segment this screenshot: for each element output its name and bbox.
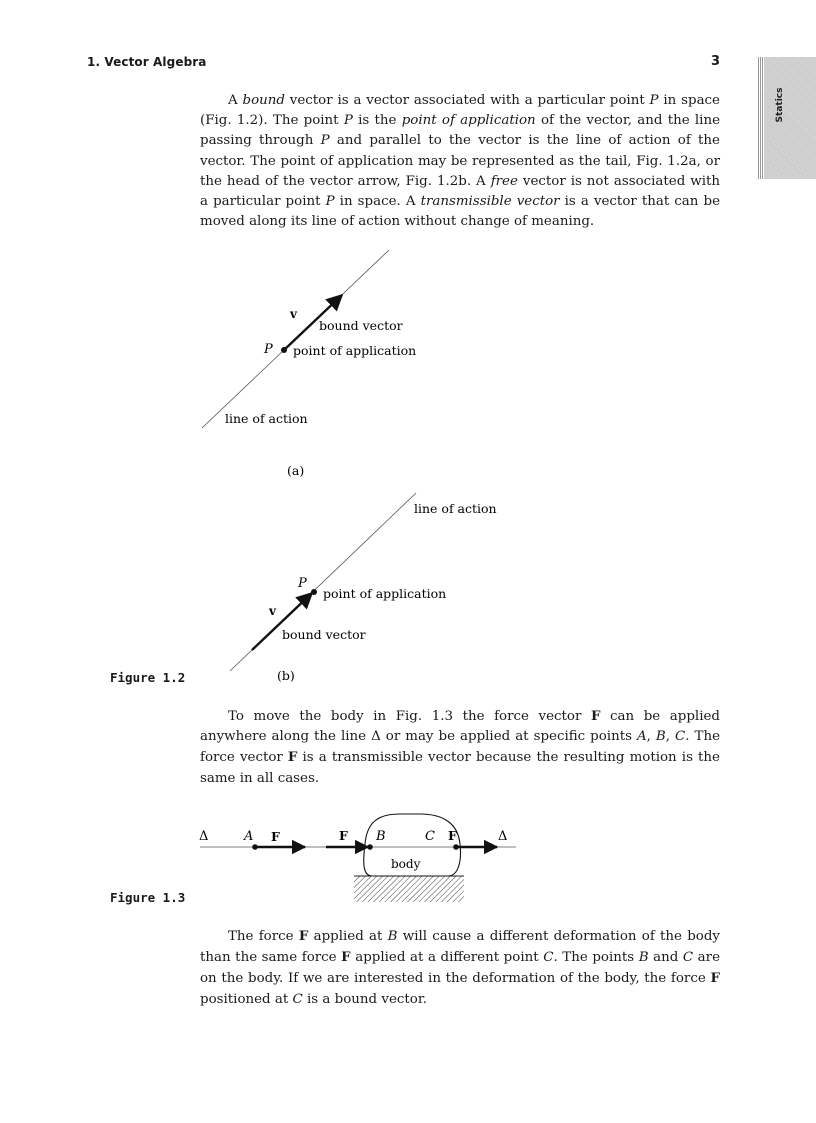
- fig-1-2b-line-of-action-label: line of action: [414, 501, 497, 516]
- fig-1-3-point-C: [453, 844, 459, 850]
- fig-1-3-A-label: A: [244, 829, 254, 844]
- fig-1-2b-point-of-application-label: point of application: [323, 586, 447, 601]
- fig-1-3-ground: [354, 876, 464, 902]
- fig-1-2a-line-of-action-label: line of action: [225, 411, 308, 426]
- fig-1-2b-bound-vector-label: bound vector: [282, 627, 366, 642]
- fig-1-3-delta-left: Δ: [199, 829, 209, 844]
- fig-1-3-F3-label: F: [448, 828, 457, 843]
- paragraph-deformation: The force F applied at B will cause a different deformation of the body than the same force F applied at a different point C. The points B and C are on the body. If we are interested in the deformation of the body, the force F positioned at C is a bound vector.: [200, 928, 720, 1007]
- fig-1-2a-caption: (a): [287, 463, 305, 478]
- fig-1-3-point-A: [252, 844, 258, 850]
- fig-1-3-F2-label: F: [339, 828, 348, 843]
- fig-1-2a-P-label: P: [264, 342, 273, 357]
- side-tab-label: Statics: [775, 87, 785, 123]
- fig-1-2a-v-label: v: [290, 307, 297, 321]
- fig-1-2b-v-label: v: [269, 604, 276, 618]
- fig-1-3-point-B: [367, 844, 373, 850]
- fig-1-2a-bound-vector-label: bound vector: [319, 318, 403, 333]
- fig-1-3-delta-right: Δ: [498, 829, 508, 844]
- fig-1-2a-point-P: [281, 347, 287, 353]
- fig-1-2b-caption: (b): [277, 668, 295, 683]
- fig-1-2b-P-label: P: [298, 576, 307, 591]
- figure-1-3-label: Figure 1.3: [110, 890, 186, 905]
- running-header-chapter: 1. Vector Algebra: [87, 55, 207, 69]
- fig-1-3-body-label: body: [391, 857, 421, 871]
- page-number: 3: [710, 54, 720, 69]
- figure-1-2-label: Figure 1.2: [110, 670, 186, 685]
- paragraph-transmissible-vector: To move the body in Fig. 1.3 the force vector F can be applied anywhere along the line Δ or may be applied at specific points A, B, C. The force vector F is a transmissible vector because the resulting motion is the same in all cases.: [200, 708, 721, 786]
- fig-1-3-B-label: B: [376, 829, 386, 844]
- paragraph-bound-vector: A bound vector is a vector associated with a particular point P in space (Fig. 1.2). The point P is the point of application of the vector, and the line passing through P and parallel to the vector is the line of action of the vector. The point of application may be represented as the tail, Fig. 1.2a, or the head of the vector arrow, Fig. 1.2b. A free vector is not associated with a particular point P in space. A transmissible vector is a vector that can be moved along its line of action without change of meaning.: [200, 93, 721, 230]
- fig-1-3-F1-label: F: [271, 829, 280, 844]
- fig-1-3-C-label: C: [425, 829, 435, 844]
- fig-1-2b-point-P: [311, 589, 317, 595]
- fig-1-2a-point-of-application-label: point of application: [293, 343, 417, 358]
